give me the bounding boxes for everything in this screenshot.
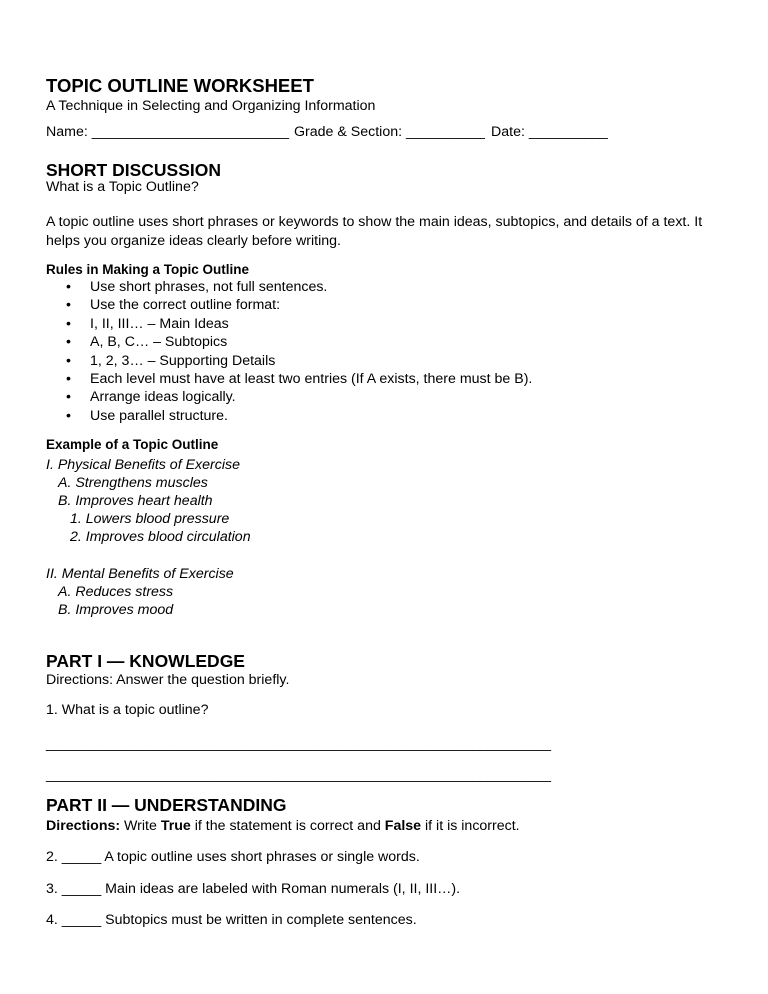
rule-item: Use short phrases, not full sentences. bbox=[90, 279, 328, 295]
true-false-item bbox=[46, 848, 420, 866]
part2-directions: Directions: Write True if the statement is correct and False if it is incorrect. bbox=[46, 818, 520, 834]
bullet-icon: • bbox=[66, 407, 71, 424]
example-line: A. Strengthens muscles bbox=[58, 475, 208, 491]
answer-line-2[interactable]: ________________________________________________________________ bbox=[46, 767, 551, 783]
rule-item: Use parallel structure. bbox=[90, 407, 228, 424]
example-line: 1. Lowers blood pressure bbox=[70, 511, 230, 527]
page-title: TOPIC OUTLINE WORKSHEET bbox=[46, 75, 314, 96]
example-line: I. Physical Benefits of Exercise bbox=[46, 457, 240, 473]
answer-blank[interactable]: 2. _____ bbox=[46, 849, 102, 865]
grade-section-field[interactable]: Grade & Section: __________ bbox=[294, 124, 485, 140]
short-discussion-heading: SHORT DISCUSSION bbox=[46, 160, 222, 180]
example-line: 2. Improves blood circulation bbox=[70, 529, 251, 545]
bullet-icon: • bbox=[66, 297, 71, 314]
answer-line-1[interactable]: ________________________________________________________________ bbox=[46, 736, 551, 752]
statement: Subtopics must be written in complete sentences. bbox=[101, 912, 417, 928]
bullet-icon: • bbox=[66, 334, 71, 351]
answer-blank[interactable]: 4. _____ bbox=[46, 912, 102, 928]
subtitle: A Technique in Selecting and Organizing Information bbox=[46, 98, 376, 114]
rule-item: A, B, C… – Subtopics bbox=[90, 334, 228, 351]
example-heading: Example of a Topic Outline bbox=[46, 437, 219, 452]
true-false-item bbox=[46, 880, 460, 898]
part1-directions: Directions: Answer the question briefly. bbox=[46, 672, 290, 688]
rule-item: Arrange ideas logically. bbox=[90, 389, 236, 406]
name-field[interactable]: Name: _________________________ bbox=[46, 124, 289, 140]
example-line: B. Improves mood bbox=[58, 602, 174, 618]
rule-item: Each level must have at least two entries (If A exists, there must be B). bbox=[90, 371, 533, 387]
example-line: A. Reduces stress bbox=[58, 584, 174, 600]
statement: Main ideas are labeled with Roman numerals (I, II, III…). bbox=[101, 880, 461, 897]
bullet-icon: • bbox=[66, 352, 71, 369]
date-field[interactable]: Date: __________ bbox=[491, 124, 608, 140]
rule-item: Use the correct outline format: bbox=[90, 297, 281, 314]
bullet-icon: • bbox=[66, 315, 71, 332]
example-line: II. Mental Benefits of Exercise bbox=[46, 566, 234, 582]
bullet-icon: • bbox=[66, 279, 71, 295]
rules-heading: Rules in Making a Topic Outline bbox=[46, 262, 250, 277]
example-line: B. Improves heart health bbox=[58, 493, 213, 509]
rule-item: I, II, III… – Main Ideas bbox=[90, 315, 229, 332]
statement: A topic outline uses short phrases or single words. bbox=[101, 849, 420, 865]
rule-item: 1, 2, 3… – Supporting Details bbox=[90, 352, 276, 369]
part2-heading: PART II — UNDERSTANDING bbox=[46, 795, 287, 815]
discussion-paragraph: A topic outline uses short phrases or keywords to show the main ideas, subtopics, and details of a text. It helps you organize ideas clearly before writing. bbox=[46, 214, 703, 249]
bullet-icon: • bbox=[66, 371, 71, 387]
discussion-question: What is a Topic Outline? bbox=[46, 179, 199, 195]
question-1: 1. What is a topic outline? bbox=[46, 702, 209, 718]
true-false-item bbox=[46, 911, 417, 929]
part1-heading: PART I — KNOWLEDGE bbox=[46, 651, 245, 671]
bullet-icon: • bbox=[66, 389, 71, 406]
answer-blank[interactable]: 3. _____ bbox=[46, 880, 102, 897]
